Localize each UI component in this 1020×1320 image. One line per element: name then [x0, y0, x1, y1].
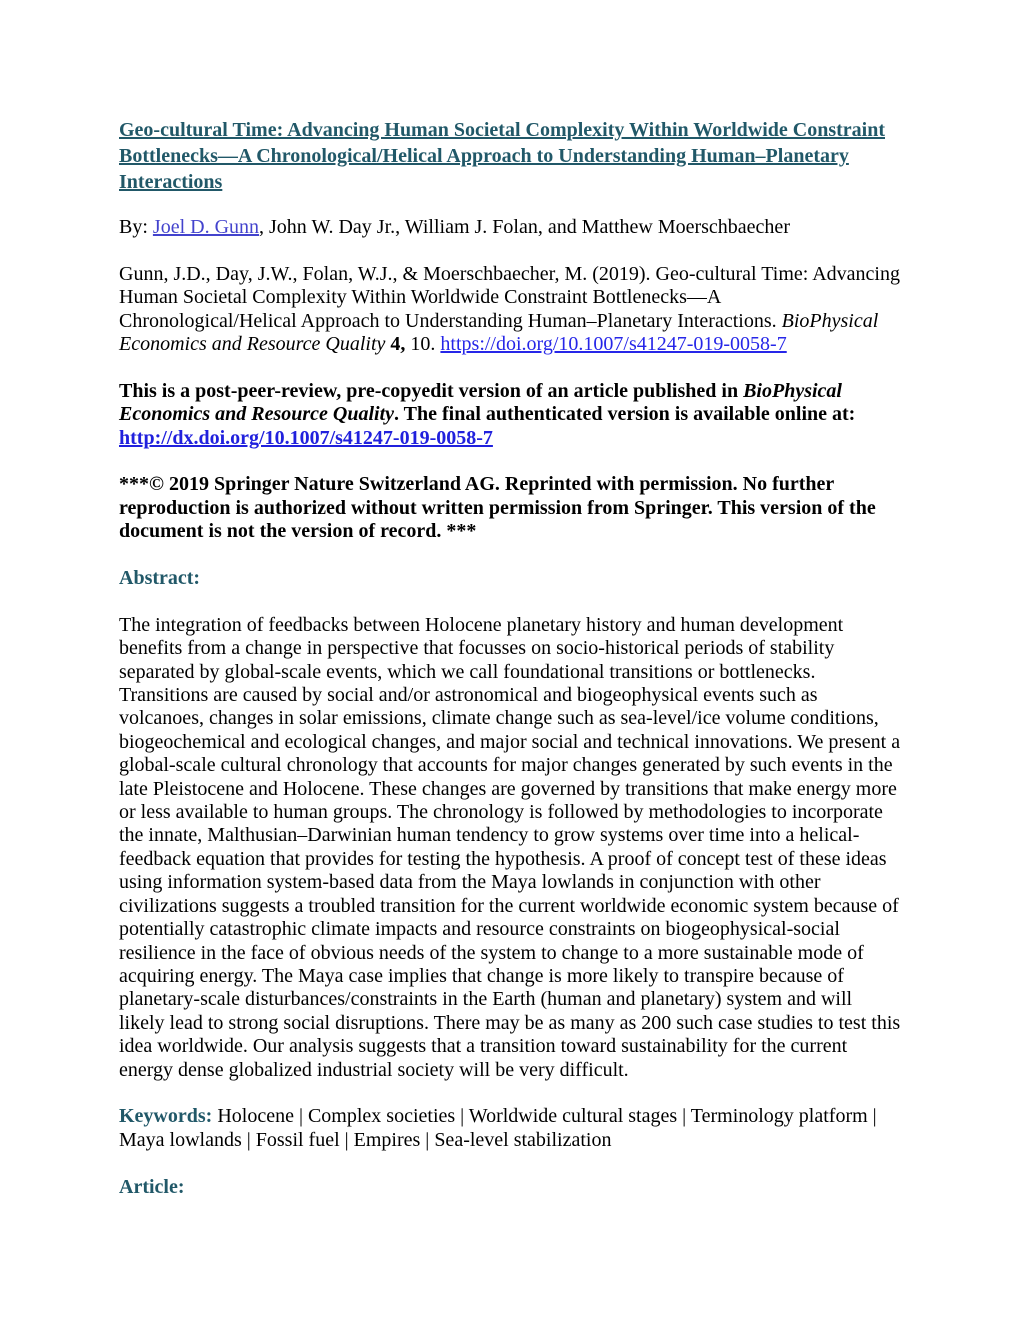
citation-pages: 10.: [405, 333, 441, 356]
citation-doi-link[interactable]: https://doi.org/10.1007/s41247-019-0058-7: [440, 333, 787, 356]
abstract-heading: Abstract:: [119, 567, 201, 590]
byline: [119, 216, 902, 239]
keywords-paragraph: [119, 1105, 902, 1152]
version-notice-paragraph: [119, 380, 902, 450]
author-link-joel-d-gunn[interactable]: Joel D. Gunn: [152, 216, 260, 238]
abstract-body: The integration of feedbacks between Holocene planetary history and human development benefits from a change in perspective that focusses on socio-historical periods of stability separated by global-scale events, which we call foundational transitions or bottlenecks. Transitions are caused by social and/or astronomical and biogeophysical events such as volcanoes, changes in solar emissions, climate change such as sea-level/ice volume conditions, biogeochemical and ecological changes, and major social and technical innovations. We present a global-scale cultural chronology that accounts for major changes generated by such events in the late Pleistocene and Holocene. These changes are governed by transitions that make energy more or less available to human groups. The chronology is followed by methodologies to incorporate the innate, Malthusian–Darwinian human tendency to grow systems over time into a helical-feedback equation that provides for testing the hypothesis. A proof of concept test of these ideas using information system-based data from the Maya lowlands in conjunction with other civilizations suggests a troubled transition for the current worldwide economic system because of potentially catastrophic climate impacts and resource constraints on biogeophysical-social resilience in the face of obvious needs of the system to change to a more sustainable mode of acquiring energy. The Maya case implies that change is more likely to transpire because of planetary-scale disturbances/constraints in the Earth (human and planetary) system and will likely lead to strong social disruptions. There may be as many as 200 such case studies to test this idea worldwide. Our analysis suggests that a transition toward sustainability for the current energy dense globalized industrial society will be very difficult.: [119, 613, 901, 1081]
citation-paragraph: [119, 263, 902, 357]
citation-journal-name: BioPhysical Economics and Resource Quality: [119, 309, 879, 356]
byline-authors: , John W. Day Jr., William J. Folan, and Matthew Moerschbaecher: [259, 216, 790, 238]
paper-title: Geo-cultural Time: Advancing Human Societal Complexity Within Worldwide Constraint Bottlenecks—A Chronological/Helical Approach to Understanding Human–Planetary Interactions: [119, 119, 885, 193]
version-notice-journal-name: BioPhysical Economics and Resource Quality: [119, 379, 842, 426]
version-notice-text-after: . The final authenticated version is available online at:: [394, 403, 856, 426]
citation-text: Gunn, J.D., Day, J.W., Folan, W.J., & Moerschbaecher, M. (2019). Geo-cultural Time: Advancing Human Societal Complexity Within Worldwide Constraint Bottlenecks—A Chronological/Helical Approach to Understanding Human–Planetary Interactions.: [119, 262, 900, 332]
copyright-notice: ***© 2019 Springer Nature Switzerland AG. Reprinted with permission. No further reproduction is authorized without written permission from Springer. This version of the document is not the version of record. ***: [119, 473, 876, 543]
citation-volume: 4,: [385, 333, 406, 356]
keywords-list: Holocene | Complex societies | Worldwide cultural stages | Terminology platform | Maya lowlands | Fossil fuel | Empires | Sea-level stabilization: [119, 1105, 877, 1151]
byline-prefix: By:: [119, 216, 153, 238]
version-notice-text: This is a post-peer-review, pre-copyedit version of an article published in: [119, 379, 744, 402]
article-heading: Article:: [119, 1175, 185, 1198]
version-notice-doi-link[interactable]: http://dx.doi.org/10.1007/s41247-019-0058-7: [119, 426, 493, 449]
keywords-label: Keywords:: [119, 1105, 213, 1128]
